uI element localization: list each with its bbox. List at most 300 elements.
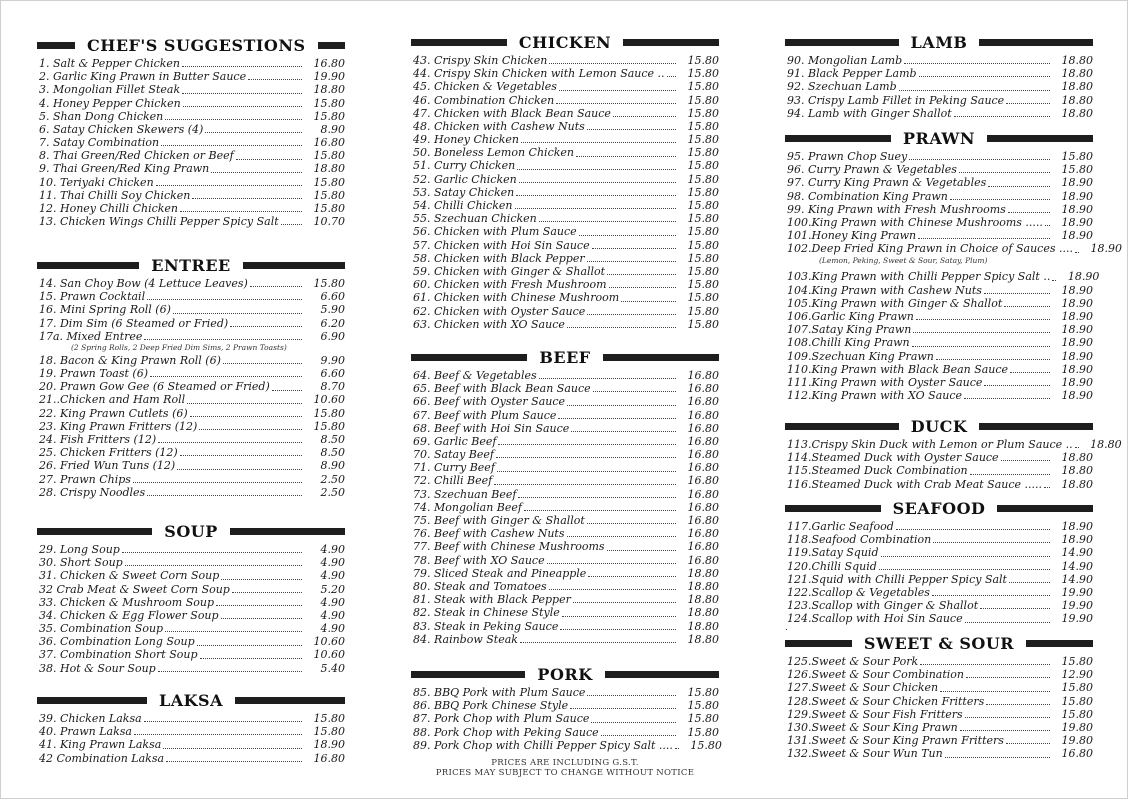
menu-item-price: 15.80 (687, 291, 719, 305)
dot-leader (560, 629, 676, 630)
dot-leader (147, 495, 302, 496)
dot-leader (133, 482, 302, 483)
menu-item-price: 18.80 (1061, 451, 1093, 465)
dot-leader (211, 172, 302, 173)
dot-leader (576, 156, 676, 157)
dot-leader (163, 748, 302, 749)
menu-item-price: 9.90 (320, 353, 345, 367)
menu-item-price: 15.80 (313, 175, 345, 189)
menu-item (785, 560, 1093, 573)
menu-item-name: 74. Mongolian Beef (413, 500, 522, 514)
menu-item-price: 16.80 (687, 553, 719, 567)
menu-item (785, 533, 1093, 546)
menu-item-name: 68. Beef with Hoi Sin Sauce (413, 421, 570, 435)
header-rule-right (605, 671, 719, 678)
menu-item (411, 686, 719, 699)
menu-item (785, 107, 1093, 120)
menu-item-price: 15.80 (313, 276, 345, 290)
menu-item-name: 12. Honey Chilli Chicken (39, 202, 179, 216)
menu-item-name: 64. Beef & Vegetables (413, 368, 537, 382)
dot-leader (567, 405, 676, 406)
header-rule-right (997, 505, 1093, 512)
menu-item-price: 15.80 (687, 685, 719, 699)
menu-item-price: 18.90 (1061, 283, 1093, 297)
menu-item-price: 18.80 (1061, 67, 1093, 81)
menu-item (37, 215, 345, 228)
dot-leader (879, 569, 1050, 570)
menu-item (785, 668, 1093, 681)
menu-item (411, 54, 719, 67)
menu-item-price: 16.80 (687, 368, 719, 382)
menu-item-price: 18.90 (1061, 362, 1093, 376)
dot-leader (519, 182, 676, 183)
header-rule-right (603, 354, 719, 361)
menu-item-name: 15. Prawn Cocktail (39, 290, 146, 304)
menu-item-price: 15.80 (313, 188, 345, 202)
menu-item (411, 305, 719, 318)
header-rule-left (411, 354, 527, 361)
section-header (37, 689, 345, 711)
menu-item (37, 738, 345, 751)
menu-item-price: 4.90 (320, 595, 345, 609)
dot-leader (1009, 582, 1050, 583)
menu-item-name: 124.Scallop with Hoi Sin Sauce (787, 612, 963, 626)
section-header (785, 127, 1093, 149)
dot-leader (158, 671, 302, 672)
menu-item (37, 622, 345, 635)
header-rule-right (230, 528, 345, 535)
menu-item (411, 726, 719, 739)
menu-item (785, 284, 1093, 297)
dot-leader (1001, 460, 1050, 461)
menu-item-price: 16.80 (687, 527, 719, 541)
menu-item-name: 18. Bacon & King Prawn Roll (6) (39, 353, 221, 367)
menu-item (411, 712, 719, 725)
header-rule-right (318, 42, 345, 49)
dot-leader (587, 314, 676, 315)
menu-item-price: 18.80 (687, 579, 719, 593)
menu-item-price: 18.90 (1061, 202, 1093, 216)
section-header (37, 254, 345, 276)
menu-item-name: 126.Sweet & Sour Combination (787, 668, 964, 682)
menu-item-list (785, 54, 1093, 120)
menu-item (37, 486, 345, 499)
menu-item-name: 132.Sweet & Sour Wun Tun (787, 747, 943, 761)
menu-item-price: 15.80 (687, 133, 719, 147)
menu-item-name: 88. Pork Chop with Peking Sauce (413, 725, 599, 739)
dot-leader (539, 221, 676, 222)
menu-item-list (785, 520, 1093, 626)
menu-item-name: 40. Prawn Laksa (39, 725, 132, 739)
menu-item (411, 580, 719, 593)
menu-item (785, 150, 1093, 163)
menu-item (37, 354, 345, 367)
menu-item-price: 18.80 (1061, 464, 1093, 478)
dot-leader (156, 185, 302, 186)
menu-item (411, 422, 719, 435)
dot-leader (192, 198, 302, 199)
menu-item (785, 270, 1100, 284)
menu-item-name: 11. Thai Chilli Soy Chicken (39, 188, 191, 202)
menu-item-price: 18.90 (1061, 176, 1093, 190)
menu-item (37, 446, 345, 459)
menu-item-name: 102.Deep Fried King Prawn in Choice of Sauces .... (787, 242, 1073, 256)
menu-item-name: 31. Chicken & Sweet Corn Soup (39, 569, 220, 583)
dot-leader (916, 319, 1050, 320)
dot-leader (144, 339, 302, 340)
menu-item-price: 10.60 (313, 393, 345, 407)
menu-item-price: 18.90 (1061, 189, 1093, 203)
menu-item-price: 15.80 (1061, 694, 1093, 708)
menu-item-price: 18.90 (1061, 389, 1093, 403)
menu-item-name: 25. Chicken Fritters (12) (39, 446, 178, 460)
dot-leader (899, 90, 1050, 91)
menu-item-name: 2. Garlic King Prawn in Butter Sauce (39, 70, 247, 84)
menu-item-name: 69. Garlic Beef (413, 434, 497, 448)
menu-item (37, 189, 345, 202)
dot-leader (570, 708, 676, 709)
menu-item-name: 112.King Prawn with XO Sauce (787, 389, 963, 403)
menu-item-price: 15.80 (687, 80, 719, 94)
dot-leader (236, 159, 302, 160)
menu-item-name: 110.King Prawn with Black Bean Sauce (787, 362, 1009, 376)
section-title: PRAWN (902, 128, 976, 148)
menu-item-name: 121.Squid with Chilli Pepper Spicy Salt (787, 572, 1007, 586)
menu-item-name: 107.Satay King Prawn (787, 323, 912, 337)
menu-item-list (785, 655, 1093, 761)
menu-item-list (37, 543, 345, 675)
dot-leader (567, 536, 677, 537)
menu-item-price: 15.80 (687, 725, 719, 739)
menu-item-price: 15.80 (313, 109, 345, 123)
menu-item-name: 33. Chicken & Mushroom Soup (39, 595, 215, 609)
menu-item-name: 129.Sweet & Sour Fish Fritters (787, 707, 963, 721)
dot-leader (609, 287, 677, 288)
menu-item-price: 18.80 (1090, 437, 1122, 451)
dot-leader (248, 79, 302, 80)
menu-item (785, 323, 1093, 336)
section-title: CHEF'S SUGGESTIONS (87, 35, 306, 55)
menu-item-name: 118.Seafood Combination (787, 533, 932, 547)
menu-item (37, 752, 345, 765)
menu-item (37, 543, 345, 556)
menu-item-price: 16.80 (687, 448, 719, 462)
menu-item-price: 18.80 (687, 566, 719, 580)
dot-leader (517, 169, 676, 170)
menu-item-name: 41. King Prawn Laksa (39, 738, 162, 752)
menu-item-name: 13. Chicken Wings Chilli Pepper Spicy Salt (39, 215, 279, 229)
menu-item (37, 380, 345, 393)
menu-item-name: 43. Crispy Skin Chicken (413, 53, 548, 67)
section-header (37, 520, 345, 542)
menu-item-price: 18.80 (1061, 106, 1093, 120)
header-rule-right (235, 697, 345, 704)
section-title: ENTREE (151, 255, 231, 275)
dot-leader (1008, 212, 1050, 213)
menu-item-price: 18.90 (1061, 229, 1093, 243)
menu-item-price: 14.90 (1061, 559, 1093, 573)
menu-item-price: 15.80 (687, 53, 719, 67)
header-rule-left (785, 135, 891, 142)
menu-item-name: 14. San Choy Bow (4 Lettuce Leaves) (39, 276, 248, 290)
menu-item-price: 16.80 (313, 56, 345, 70)
menu-item-name: 100.King Prawn with Chinese Mushrooms ..... (787, 215, 1043, 229)
menu-item (37, 110, 345, 123)
dot-leader (200, 658, 302, 659)
section-title: CHICKEN (518, 32, 612, 52)
dot-leader (964, 398, 1050, 399)
dot-leader (524, 510, 676, 511)
dot-leader (1006, 103, 1050, 104)
menu-item-name: 131.Sweet & Sour King Prawn Fritters (787, 734, 1004, 748)
menu-item-name: 16. Mini Spring Roll (6) (39, 303, 171, 317)
menu-item-name: 63. Chicken with XO Sauce (413, 317, 565, 331)
header-rule-right (979, 39, 1093, 46)
menu-item (785, 478, 1093, 491)
menu-item-price: 5.20 (320, 582, 345, 596)
menu-item-price: 19.80 (1061, 734, 1093, 748)
menu-item-price: 15.80 (687, 251, 719, 265)
section-header (785, 415, 1093, 437)
menu-item-name: 105.King Prawn with Ginger & Shallot (787, 296, 1003, 310)
menu-item-name: 122.Scallop & Vegetables (787, 585, 930, 599)
menu-item (785, 297, 1093, 310)
dot-leader (230, 326, 302, 327)
menu-item (411, 448, 719, 461)
dot-leader (980, 608, 1050, 609)
menu-item-name: 120.Chilli Squid (787, 559, 877, 573)
menu-item (37, 149, 345, 162)
dot-leader (607, 274, 676, 275)
menu-item-price: 18.90 (1061, 533, 1093, 547)
menu-item-price: 8.50 (320, 433, 345, 447)
menu-item (785, 520, 1093, 533)
menu-item-price: 15.80 (687, 238, 719, 252)
menu-item-price: 15.80 (1061, 654, 1093, 668)
menu-item-name: 81. Steak with Black Pepper (413, 593, 571, 607)
menu-item (785, 176, 1093, 189)
menu-item (411, 212, 719, 225)
menu-item (411, 252, 719, 265)
header-rule-right (979, 423, 1093, 430)
dot-leader (966, 677, 1050, 678)
section-header (37, 34, 345, 56)
dot-leader (144, 721, 302, 722)
dot-leader (959, 172, 1050, 173)
menu-item-name: 49. Honey Chicken (413, 133, 519, 147)
dot-leader (954, 116, 1050, 117)
dot-leader (556, 103, 676, 104)
menu-item-name: 127.Sweet & Sour Chicken (787, 681, 939, 695)
menu-item-name: 30. Short Soup (39, 556, 123, 570)
menu-item-name: 91. Black Pepper Lamb (787, 67, 917, 81)
menu-item-price: 15.80 (313, 711, 345, 725)
menu-item-name: 50. Boneless Lemon Chicken (413, 146, 574, 160)
menu-item-name: 80. Steak and Tomatoes (413, 579, 547, 593)
stray-mark: . (785, 623, 788, 633)
menu-item-price: 15.80 (690, 738, 722, 752)
menu-item (411, 265, 719, 278)
menu-item (37, 176, 345, 189)
menu-item-name: 54. Chilli Chicken (413, 199, 513, 213)
menu-item-price: 18.80 (687, 632, 719, 646)
menu-item-name: 115.Steamed Duck Combination (787, 464, 968, 478)
menu-item-name: 82. Steak in Chinese Style (413, 606, 560, 620)
dot-leader (281, 224, 302, 225)
menu-item (411, 146, 719, 159)
menu-item-price: 15.80 (687, 278, 719, 292)
menu-item-price: 16.80 (687, 382, 719, 396)
header-rule-left (785, 423, 899, 430)
dot-leader (122, 552, 302, 553)
dot-leader (183, 106, 302, 107)
menu-item-price: 16.80 (687, 540, 719, 554)
menu-item-price: 16.80 (313, 751, 345, 765)
menu-item-name: 130.Sweet & Sour King Prawn (787, 720, 958, 734)
menu-item (37, 202, 345, 215)
menu-item-name: 23. King Prawn Fritters (12) (39, 419, 198, 433)
menu-item-list (37, 277, 345, 499)
dot-leader (559, 90, 676, 91)
menu-item-name: 4. Honey Pepper Chicken (39, 96, 181, 110)
dot-leader (904, 63, 1050, 64)
menu-item (785, 229, 1093, 242)
menu-item-price: 15.80 (313, 96, 345, 110)
menu-item-price: 8.90 (320, 459, 345, 473)
menu-item (785, 586, 1093, 599)
menu-item-name: 45. Chicken & Vegetables (413, 80, 557, 94)
menu-item (411, 606, 719, 619)
menu-item (37, 163, 345, 176)
menu-item-name: 117.Garlic Seafood (787, 519, 894, 533)
menu-item-price: 4.90 (320, 608, 345, 622)
menu-item (411, 409, 719, 422)
menu-item (411, 382, 719, 395)
menu-item-name: 119.Satay Squid (787, 546, 879, 560)
dot-leader (919, 76, 1050, 77)
menu-item-price: 16.80 (687, 395, 719, 409)
dot-leader (950, 199, 1050, 200)
menu-item (411, 186, 719, 199)
dot-leader (965, 717, 1050, 718)
menu-item-name: 48. Chicken with Cashew Nuts (413, 119, 585, 133)
menu-item-name: 59. Chicken with Ginger & Shallot (413, 264, 606, 278)
menu-item-name: 95. Prawn Chop Suey (787, 149, 908, 163)
dot-leader (588, 576, 676, 577)
menu-item (37, 433, 345, 446)
header-rule-left (37, 262, 139, 269)
menu-item (411, 199, 719, 212)
menu-item-note: (2 Spring Rolls, 2 Deep Fried Dim Sims, 2 Prawn Toasts) (71, 342, 287, 352)
dot-leader (539, 378, 676, 379)
menu-item (37, 473, 345, 486)
menu-item (785, 80, 1093, 93)
menu-item-price: 15.80 (313, 419, 345, 433)
dot-leader (579, 235, 676, 236)
menu-item (37, 123, 345, 136)
menu-item-price: 10.70 (313, 215, 345, 229)
menu-item (785, 203, 1093, 216)
menu-section (785, 31, 1093, 120)
menu-item-name: 51. Curry Chicken (413, 159, 516, 173)
section-title: SEAFOOD (892, 498, 986, 518)
dot-leader (1006, 743, 1050, 744)
dot-leader (161, 145, 302, 146)
menu-item-name: 108.Chilli King Prawn (787, 336, 910, 350)
dot-leader (223, 363, 302, 364)
menu-item (37, 83, 345, 96)
dot-leader (965, 622, 1050, 623)
menu-item-price: 19.90 (1061, 585, 1093, 599)
menu-item (785, 681, 1093, 694)
header-rule-left (785, 39, 899, 46)
menu-item-price: 18.90 (313, 738, 345, 752)
menu-item-price: 15.80 (313, 406, 345, 420)
menu-item (785, 350, 1093, 363)
menu-item-price: 18.90 (1090, 242, 1122, 256)
menu-item-price: 18.90 (1061, 296, 1093, 310)
menu-item-name: 89. Pork Chop with Chilli Pepper Spicy Salt .... (413, 738, 673, 752)
dot-leader (1010, 372, 1050, 373)
menu-item-price: 19.90 (1061, 599, 1093, 613)
menu-item (785, 599, 1093, 612)
menu-item-name: 70. Satay Beef (413, 448, 494, 462)
menu-item (785, 437, 1122, 451)
menu-item-price: 15.80 (687, 212, 719, 226)
menu-item (37, 317, 345, 330)
menu-item-price: 5.40 (320, 661, 345, 675)
menu-item (37, 70, 345, 83)
menu-item (37, 303, 345, 316)
dot-leader (960, 730, 1050, 731)
dot-leader (913, 332, 1050, 333)
menu-item-price: 15.80 (687, 146, 719, 160)
dot-leader (988, 186, 1050, 187)
menu-item-price: 18.90 (1061, 375, 1093, 389)
menu-item-name: 60. Chicken with Fresh Mushroom (413, 278, 607, 292)
menu-item-name: 20. Prawn Gow Gee (6 Steamed or Fried) (39, 380, 270, 394)
dot-leader (515, 208, 677, 209)
menu-item-list (785, 437, 1122, 491)
menu-item (411, 80, 719, 93)
menu-item-price: 2.50 (320, 485, 345, 499)
header-rule-right (987, 135, 1093, 142)
menu-item (411, 278, 719, 291)
menu-item-price: 4.90 (320, 569, 345, 583)
menu-item-price: 6.20 (320, 316, 345, 330)
menu-item (37, 97, 345, 110)
menu-item (37, 136, 345, 149)
dot-leader (573, 602, 676, 603)
menu-item-name: 7. Satay Combination (39, 136, 160, 150)
dot-leader (187, 403, 302, 404)
menu-item-name: 44. Crispy Skin Chicken with Lemon Sauce .. (413, 67, 665, 81)
menu-item-price: 15.80 (687, 159, 719, 173)
dot-leader (520, 642, 676, 643)
header-rule-left (785, 505, 881, 512)
dot-leader (221, 579, 302, 580)
price-notice-line: PRICES MAY SUBJECT TO CHANGE WITHOUT NOTICE (435, 768, 695, 778)
menu-item-name: 39. Chicken Laksa (39, 711, 142, 725)
menu-item-name: 10. Teriyaki Chicken (39, 175, 154, 189)
menu-item-name: 84. Rainbow Steak (413, 632, 518, 646)
section-header (785, 31, 1093, 53)
menu-item-name: 61. Chicken with Chinese Mushroom (413, 291, 620, 305)
dot-leader (165, 631, 302, 632)
menu-item-price: 18.90 (1061, 215, 1093, 229)
menu-item (411, 620, 719, 633)
menu-item (411, 514, 719, 527)
